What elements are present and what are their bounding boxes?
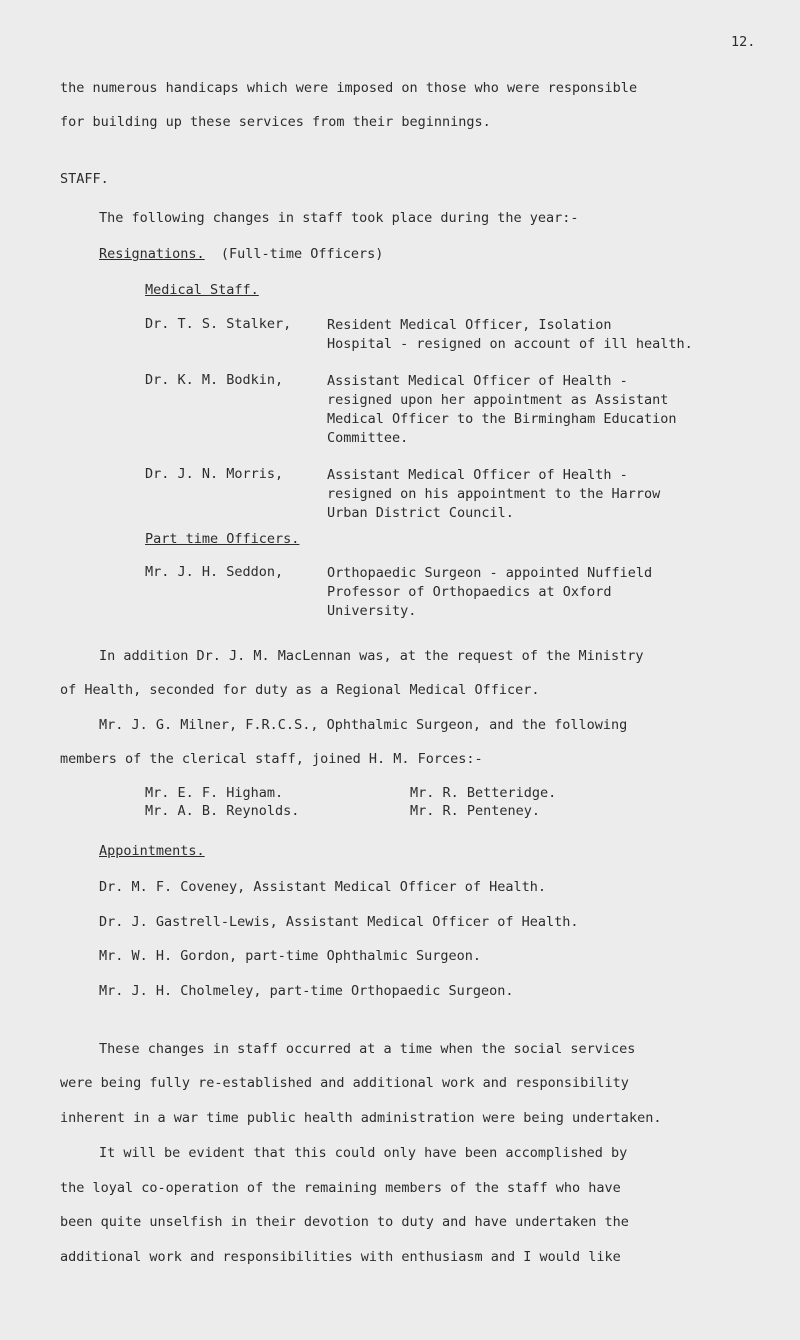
- appointment-item: Mr. W. H. Gordon, part-time Ophthalmic Surgeon.: [99, 948, 482, 964]
- entry-description: Assistant Medical Officer of Health - resigned upon her appointment as Assistant Medical Officer to the Birmingham Education Committee.: [327, 373, 677, 446]
- appointment-item: Mr. J. H. Cholmeley, part-time Orthopaedic Surgeon.: [99, 983, 514, 999]
- closing-p2-line-2: the loyal co-operation of the remaining members of the staff who have: [60, 1180, 621, 1196]
- closing-p2-line-1: It will be evident that this could only have been accomplished by: [99, 1145, 628, 1161]
- entry-description: Assistant Medical Officer of Health - resigned on his appointment to the Harrow Urban District Council.: [327, 467, 661, 521]
- intro-line-1: the numerous handicaps which were imposed on those who were responsible: [60, 80, 638, 96]
- closing-p1-line-2: were being fully re-established and additional work and responsibility: [60, 1075, 629, 1091]
- resignations-heading: [99, 246, 383, 262]
- changes-intro: The following changes in staff took place during the year:-: [99, 210, 579, 226]
- maclennan-line-2: of Health, seconded for duty as a Regional Medical Officer.: [60, 682, 540, 698]
- entry-description: Resident Medical Officer, Isolation Hospital - resigned on account of ill health.: [327, 317, 693, 352]
- closing-p1-line-3: inherent in a war time public health administration were being undertaken.: [60, 1110, 662, 1126]
- staff-heading: STAFF.: [60, 171, 109, 187]
- part-time-heading: Part time Officers.: [145, 531, 300, 547]
- appointments-heading: Appointments.: [99, 843, 205, 859]
- maclennan-line-1: In addition Dr. J. M. MacLennan was, at the request of the Ministry: [99, 648, 644, 664]
- appointment-item: Dr. M. F. Coveney, Assistant Medical Officer of Health.: [99, 879, 547, 895]
- forces-left-2: Mr. A. B. Reynolds.: [145, 803, 300, 819]
- forces-left-1: Mr. E. F. Higham.: [145, 785, 284, 801]
- entry-name: Dr. J. N. Morris,: [145, 466, 284, 482]
- closing-p2-line-3: been quite unselfish in their devotion to duty and have undertaken the: [60, 1214, 629, 1230]
- medical-staff-heading: Medical Staff.: [145, 282, 259, 298]
- entry-description: Orthopaedic Surgeon - appointed Nuffield Professor of Orthopaedics at Oxford University.: [327, 565, 653, 619]
- entry-name: Dr. K. M. Bodkin,: [145, 372, 284, 388]
- appointment-item: Dr. J. Gastrell-Lewis, Assistant Medical Officer of Health.: [99, 914, 579, 930]
- entry-name: Mr. J. H. Seddon,: [145, 564, 284, 580]
- milner-line-1: Mr. J. G. Milner, F.R.C.S., Ophthalmic Surgeon, and the following: [99, 717, 628, 733]
- forces-right-2: Mr. R. Penteney.: [410, 803, 541, 819]
- closing-p1-line-1: These changes in staff occurred at a time when the social services: [99, 1041, 636, 1057]
- resignations-title: Resignations.: [99, 246, 205, 262]
- entry-name: Dr. T. S. Stalker,: [145, 316, 292, 332]
- page-number: 12.: [731, 34, 756, 50]
- resignations-subtitle: (Full-time Officers): [220, 246, 384, 262]
- closing-p2-line-4: additional work and responsibilities with enthusiasm and I would like: [60, 1249, 621, 1265]
- forces-right-1: Mr. R. Betteridge.: [410, 785, 557, 801]
- intro-line-2: for building up these services from their beginnings.: [60, 114, 491, 130]
- milner-line-2: members of the clerical staff, joined H. M. Forces:-: [60, 751, 483, 767]
